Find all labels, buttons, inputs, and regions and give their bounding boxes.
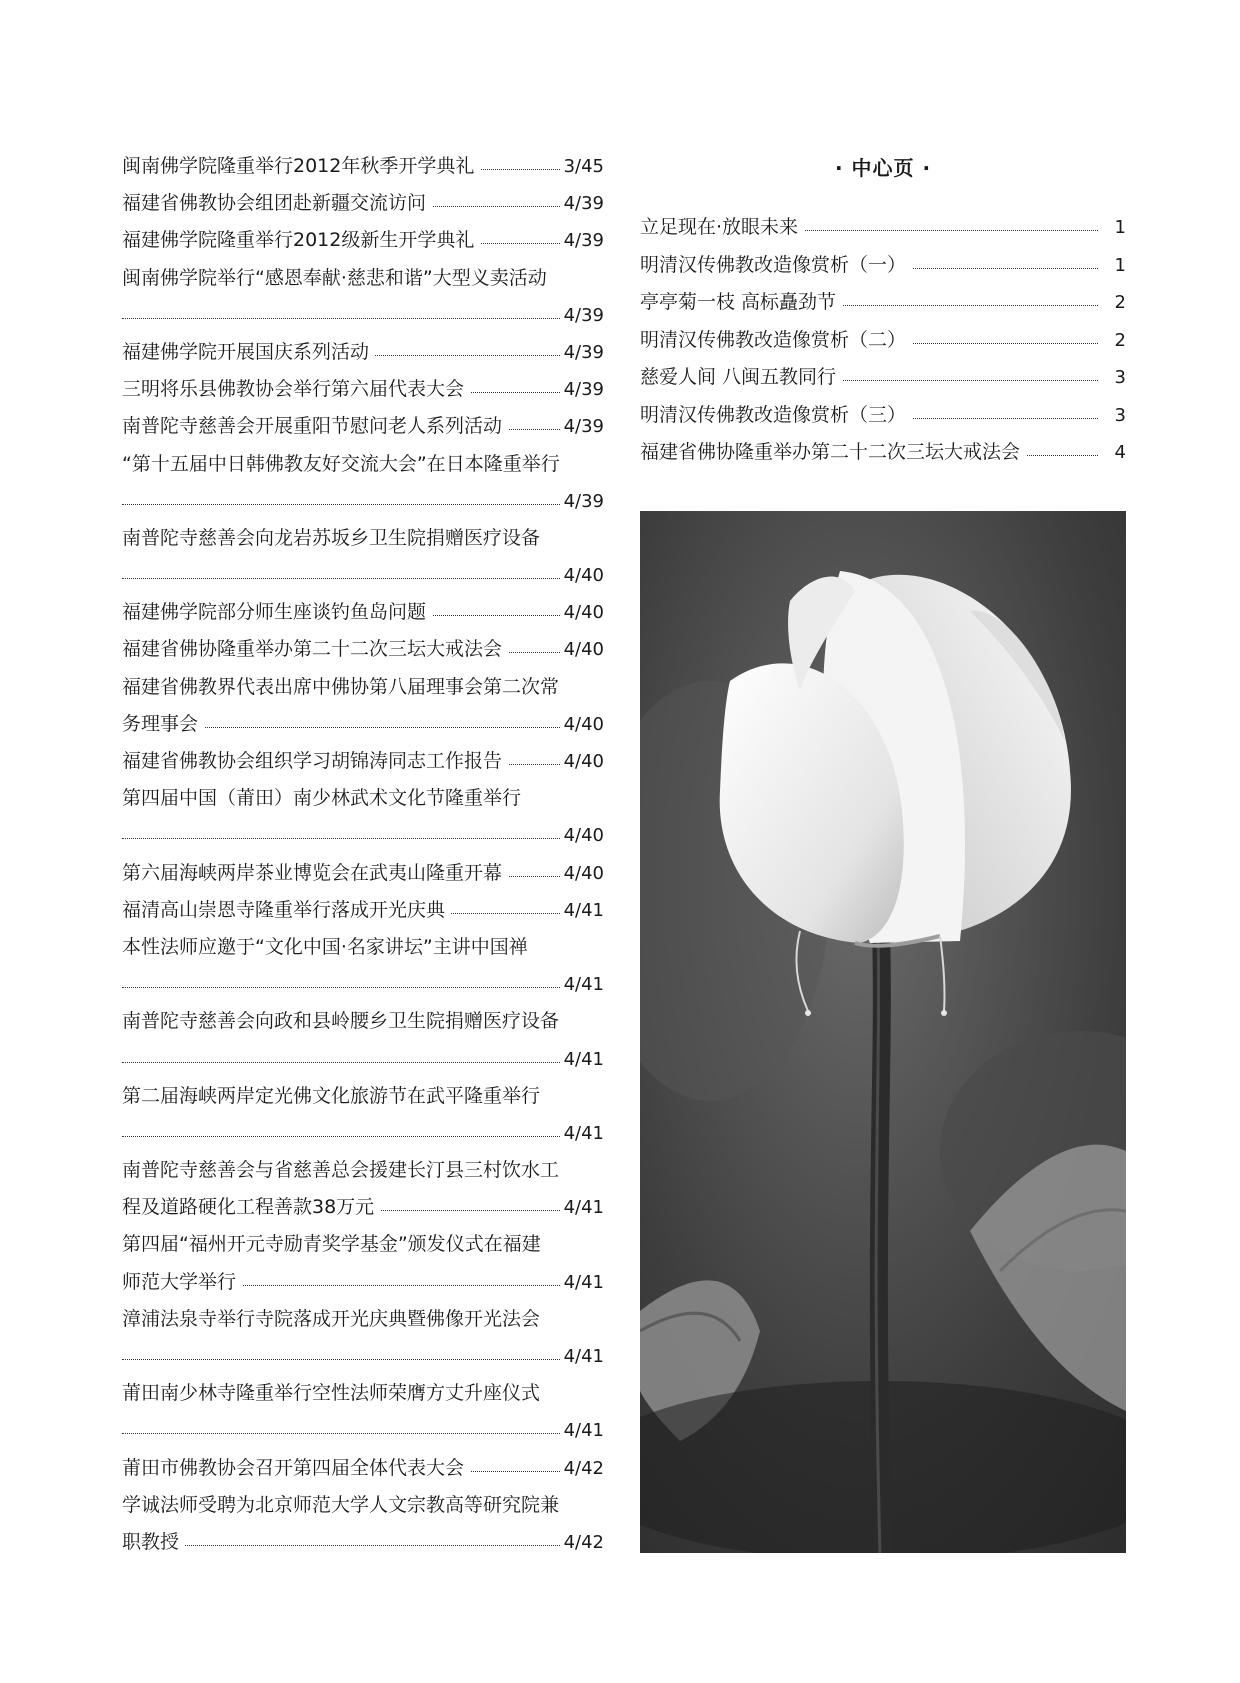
toc-entry[interactable] [122,185,604,222]
toc-entry-title: 福建省佛协隆重举办第二十二次三坛大戒法会 [122,638,508,660]
toc-entry-page: 2 [1100,284,1126,322]
toc-entry-title: 福建佛学院开展国庆系列活动 [122,341,375,363]
toc-entry-page: 4/41 [560,1412,604,1449]
toc-entry-page: 4/39 [560,185,604,222]
toc-entry-page: 4/40 [560,743,604,780]
toc-entry-page: 4/41 [560,1115,604,1152]
dotted-leader [122,1433,560,1434]
lotus-flower-photo [640,511,1126,1553]
toc-entry-page: 4/39 [560,483,604,520]
toc-entry[interactable] [122,892,604,929]
toc-entry-continuation[interactable] [122,557,604,594]
toc-entry-title: 第四届中国（莆田）南少林武术文化节隆重举行 [122,787,522,810]
toc-entry[interactable] [122,520,604,557]
toc-entry-title: 南普陀寺慈善会向龙岩苏坂乡卫生院捐赠医疗设备 [122,526,541,549]
toc-entry-title: 福建省佛协隆重举办第二十二次三坛大戒法会 [640,441,1026,463]
toc-entry[interactable] [122,408,604,445]
toc-entry-title: 明清汉传佛教改造像赏析（二） [640,329,912,351]
toc-entry-title: 福建佛学院部分师生座谈钓鱼岛问题 [122,601,432,623]
toc-entry-page: 4/39 [560,408,604,445]
toc-entry-page: 4/40 [560,594,604,631]
toc-entry-continuation[interactable] [122,706,604,743]
toc-entry-continuation[interactable] [122,1338,604,1375]
toc-entry-continuation[interactable] [122,817,604,854]
toc-entry-title: 第四届“福州开元寺励青奖学基金”颁发仪式在福建 [122,1233,541,1256]
toc-entry-page: 1 [1100,247,1126,285]
toc-entry-continuation[interactable] [122,966,604,1003]
toc-entry-title: 务理事会 [122,713,204,735]
toc-entry-title: 学诚法师受聘为北京师范大学人文宗教高等研究院兼 [122,1493,560,1516]
toc-entry-title: 福清高山崇恩寺隆重举行落成开光庆典 [122,899,451,921]
center-page-entry[interactable] [640,359,1126,397]
toc-entry-title: 莆田南少林寺隆重举行空性法师荣膺方丈升座仪式 [122,1382,541,1405]
dotted-leader [122,838,560,839]
toc-entry-title: 慈爱人间 八闽五教同行 [640,366,842,388]
toc-entry-title: 第六届海峡两岸茶业博览会在武夷山隆重开幕 [122,862,508,884]
toc-entry-title: 本性法师应邀于“文化中国·名家讲坛”主讲中国禅 [122,935,528,958]
dotted-leader [122,1136,560,1137]
dotted-leader [122,1545,560,1546]
toc-entry[interactable] [122,743,604,780]
center-page-heading: · 中心页 · [834,156,932,180]
dotted-leader [122,987,560,988]
center-page-entry[interactable] [640,209,1126,247]
toc-entry-page: 4/41 [560,966,604,1003]
dotted-leader [122,504,560,505]
toc-entry[interactable] [122,1152,604,1189]
toc-entry-title: 师范大学举行 [122,1271,242,1293]
toc-entry-page: 4/39 [560,371,604,408]
toc-entry-title: 立足现在·放眼未来 [640,216,804,238]
toc-entry-page: 1 [1100,209,1126,247]
toc-entry[interactable] [122,260,604,297]
toc-entry-page: 2 [1100,322,1126,360]
toc-entry-title: 明清汉传佛教改造像赏析（三） [640,404,912,426]
toc-entry-page: 4/41 [560,1264,604,1301]
toc-entry[interactable] [122,334,604,371]
toc-entry-title: 南普陀寺慈善会与省慈善总会援建长汀县三村饮水工 [122,1159,560,1182]
toc-entry-page: 4/42 [560,1450,604,1487]
toc-entry[interactable] [122,780,604,817]
toc-entry-title: 福建佛学院隆重举行2012级新生开学典礼 [122,229,480,251]
toc-entry-title: 职教授 [122,1531,185,1553]
toc-entry[interactable] [122,929,604,966]
toc-entry-continuation[interactable] [122,483,604,520]
toc-entry[interactable] [122,669,604,706]
toc-entry-continuation[interactable] [122,297,604,334]
toc-entry[interactable] [122,594,604,631]
toc-entry-continuation[interactable] [122,1041,604,1078]
left-table-of-contents [122,148,604,1561]
center-page-entry[interactable] [640,322,1126,360]
dotted-leader [122,578,560,579]
toc-entry-title: 福建省佛教协会组团赴新疆交流访问 [122,192,432,214]
toc-entry-page: 4/40 [560,817,604,854]
center-page-entry[interactable] [640,397,1126,435]
toc-entry-title: 闽南佛学院举行“感恩奉献·慈悲和谐”大型义卖活动 [122,266,547,289]
toc-entry[interactable] [122,371,604,408]
toc-entry-title: 三明将乐县佛教协会举行第六届代表大会 [122,378,470,400]
toc-entry-title: 漳浦法泉寺举行寺院落成开光庆典暨佛像开光法会 [122,1307,541,1330]
dotted-leader [122,1062,560,1063]
toc-entry-page: 4/40 [560,706,604,743]
toc-entry-continuation[interactable] [122,1412,604,1449]
toc-entry-title: 南普陀寺慈善会开展重阳节慰问老人系列活动 [122,415,508,437]
toc-entry[interactable] [122,1301,604,1338]
toc-entry-title: 南普陀寺慈善会向政和县岭腰乡卫生院捐赠医疗设备 [122,1010,560,1033]
toc-entry-title: 福建省佛教协会组织学习胡锦涛同志工作报告 [122,750,508,772]
toc-entry[interactable] [122,855,604,892]
toc-entry-continuation[interactable] [122,1115,604,1152]
toc-entry-page: 3/45 [560,148,604,185]
toc-entry-title: 程及道路硬化工程善款38万元 [122,1196,380,1218]
toc-entry[interactable] [122,1487,604,1524]
toc-entry[interactable] [122,1226,604,1263]
toc-entry-continuation[interactable] [122,1524,604,1561]
toc-entry-page: 4/40 [560,557,604,594]
toc-entry-page: 4/41 [560,892,604,929]
toc-entry[interactable] [122,1078,604,1115]
toc-entry-title: 亭亭菊一枝 高标矗劲节 [640,291,842,313]
toc-entry[interactable] [122,631,604,668]
toc-entry-title: 第二届海峡两岸定光佛文化旅游节在武平隆重举行 [122,1084,541,1107]
center-page-entry[interactable] [640,247,1126,285]
toc-entry-continuation[interactable] [122,1189,604,1226]
toc-entry[interactable] [122,148,604,185]
center-page-entry[interactable] [640,434,1126,472]
toc-entry-page: 3 [1100,397,1126,435]
toc-entry-continuation[interactable] [122,1264,604,1301]
center-page-entry[interactable] [640,284,1126,322]
toc-entry-page: 4/39 [560,297,604,334]
toc-entry-page: 4/39 [560,222,604,259]
dotted-leader [122,1359,560,1360]
toc-entry[interactable] [122,1003,604,1040]
toc-entry-title: 莆田市佛教协会召开第四届全体代表大会 [122,1457,470,1479]
toc-entry-page: 4/41 [560,1189,604,1226]
toc-entry[interactable] [122,1450,604,1487]
toc-entry-title: 闽南佛学院隆重举行2012年秋季开学典礼 [122,155,480,177]
toc-entry-page: 4/41 [560,1041,604,1078]
toc-entry-page: 4/40 [560,631,604,668]
toc-entry-page: 4/39 [560,334,604,371]
toc-entry-title: “第十五届中日韩佛教友好交流大会”在日本隆重举行 [122,452,560,475]
right-table-of-contents [640,209,1126,472]
toc-entry-page: 4 [1100,434,1126,472]
toc-entry-page: 4/42 [560,1524,604,1561]
dotted-leader [122,318,560,319]
toc-entry-title: 福建省佛教界代表出席中佛协第八届理事会第二次常 [122,675,560,698]
toc-entry[interactable] [122,1375,604,1412]
toc-entry-page: 4/41 [560,1338,604,1375]
toc-entry-page: 3 [1100,359,1126,397]
toc-entry-page: 4/40 [560,855,604,892]
toc-entry[interactable] [122,446,604,483]
toc-entry-title: 明清汉传佛教改造像赏析（一） [640,254,912,276]
toc-entry[interactable] [122,222,604,259]
